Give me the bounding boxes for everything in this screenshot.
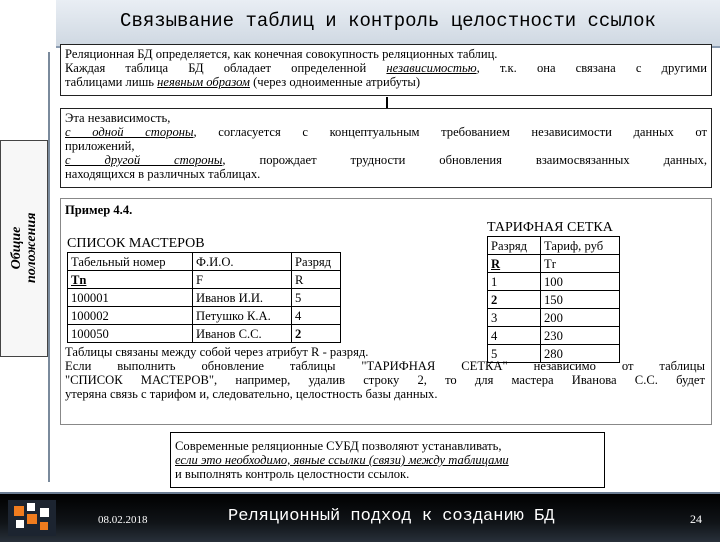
independence-line-2 [65, 125, 707, 139]
independence-line-5: находящихся в различных таблицах. [65, 167, 261, 181]
footer-title: Реляционный подход к созданию БД [228, 507, 555, 526]
table-code-cell: Тr [541, 255, 620, 273]
table-header-cell: Табельный номер [68, 253, 193, 271]
table-header-cell: Разряд [292, 253, 341, 271]
emphasis-span: с другой стороны [65, 153, 223, 167]
text-span: (через одноименные атрибуты) [249, 75, 421, 89]
table-cell: 230 [541, 327, 620, 345]
table-cell: 150 [541, 291, 620, 309]
table-header-cell: Разряд [488, 237, 541, 255]
title-bar [56, 0, 720, 48]
tariff-table [487, 236, 620, 363]
footer-date: 08.02.2018 [98, 514, 148, 526]
explanation-line-3: "СПИСОК МАСТЕРОВ", например, удалив строку 2, то для мастера Иванова С.С. будет [65, 373, 705, 387]
example-title: Пример 4.4. [65, 203, 133, 217]
tariff-table-caption: ТАРИФНАЯ СЕТКА [487, 220, 613, 235]
table-cell: 5 [488, 345, 541, 363]
table-row [488, 273, 620, 291]
emphasis-span: с одной стороны [65, 125, 194, 139]
text-span: , порождает трудности обновления взаимосвязанных данных, [222, 153, 707, 167]
footer-bar [0, 492, 720, 542]
conclusion-line-1: Современные реляционные СУБД позволяют устанавливать, [175, 439, 502, 453]
table-code-cell: R [488, 255, 541, 273]
definition-line-3 [65, 75, 707, 89]
table-row [488, 291, 620, 309]
definition-box [60, 44, 712, 96]
table-cell: 100 [541, 273, 620, 291]
side-divider [48, 52, 50, 482]
table-cell: 4 [488, 327, 541, 345]
table-cell: Иванов И.И. [193, 289, 292, 307]
emphasis-span: неявным образом [157, 75, 250, 89]
independence-box [60, 108, 712, 188]
table-code-row [488, 255, 620, 273]
table-header-cell: Ф.И.О. [193, 253, 292, 271]
independence-line-1: Эта независимость, [65, 111, 171, 125]
conclusion-box [170, 432, 605, 488]
example-explanation [65, 345, 705, 401]
explanation-line-1: Таблицы связаны между собой через атрибут R - разряд. [65, 345, 369, 359]
text-span: , т.к. она связана с другими [476, 61, 707, 75]
masters-table [67, 252, 341, 343]
conclusion-line-3: и выполнять контроль целостности ссылок. [175, 467, 410, 481]
table-cell: 1 [488, 273, 541, 291]
masters-table-caption: СПИСОК МАСТЕРОВ [67, 236, 205, 251]
side-tab [0, 140, 48, 357]
side-tab-label [9, 213, 39, 283]
table-cell: 200 [541, 309, 620, 327]
table-cell: 100002 [68, 307, 193, 325]
table-row [488, 309, 620, 327]
definition-line-2 [65, 61, 707, 75]
table-cell: Иванов С.С. [193, 325, 292, 343]
table-cell: 280 [541, 345, 620, 363]
table-cell: 100001 [68, 289, 193, 307]
conclusion-line-2: если это необходимо, явные ссылки (связи) между таблицами [175, 453, 509, 467]
table-code-cell: Тn [68, 271, 193, 289]
table-cell: 4 [292, 307, 341, 325]
table-cell: 2 [488, 291, 541, 309]
logo-icon [8, 500, 56, 536]
table-code-row [68, 271, 341, 289]
explanation-line-4: утеряна связь с тарифом и, следовательно, целостность базы данных. [65, 387, 438, 401]
table-cell: 100050 [68, 325, 193, 343]
table-cell: 2 [292, 325, 341, 343]
independence-line-3: приложений, [65, 139, 135, 153]
table-row [488, 327, 620, 345]
table-cell: 5 [292, 289, 341, 307]
table-row [68, 307, 341, 325]
table-row [68, 325, 341, 343]
definition-line-1: Реляционная БД определяется, как конечная совокупность реляционных таблиц. [65, 47, 498, 61]
text-span: таблицами лишь [65, 75, 158, 89]
independence-line-4 [65, 153, 707, 167]
table-cell: Петушко К.А. [193, 307, 292, 325]
example-panel [60, 198, 712, 425]
side-tab-text: Общие положения [9, 212, 39, 283]
emphasis-span: независимостью [386, 61, 477, 75]
page-number: 24 [690, 512, 702, 526]
explanation-line-2: Если выполнить обновление таблицы "ТАРИФНАЯ СЕТКА" независимо от таблицы [65, 359, 705, 373]
table-header-row [488, 237, 620, 255]
slide-title: Связывание таблиц и контроль целостности ссылок [120, 10, 656, 32]
table-header-cell: Тариф, руб [541, 237, 620, 255]
table-row [68, 289, 341, 307]
text-span: Каждая таблица БД обладает определенной [65, 61, 387, 75]
table-code-cell: R [292, 271, 341, 289]
table-header-row [68, 253, 341, 271]
table-code-cell: F [193, 271, 292, 289]
text-span: , согласуется с концептуальным требованием независимости данных от [193, 125, 707, 139]
table-cell: 3 [488, 309, 541, 327]
